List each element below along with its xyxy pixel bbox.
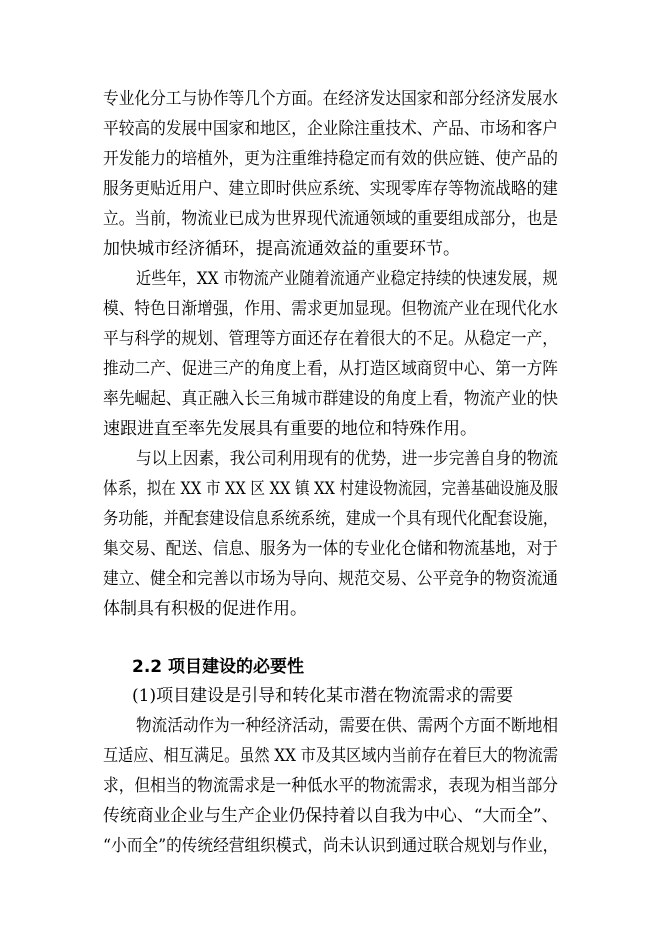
- paragraph-1-line-2: 平较高的发展中国家和地区，企业除注重技术、产品、市场和客户: [103, 119, 558, 139]
- paragraph-2-line-6: 速跟进直至率先发展具有重要的地位和特殊作用。: [103, 419, 477, 439]
- paragraph-2-line-2: 模、特色日渐增强，作用、需求更加显现。但物流产业在现代化水: [103, 299, 558, 319]
- paragraph-4-line-2: 互适应、相互满足。虽然 XX 市及其区域内当前存在着巨大的物流需: [103, 746, 559, 766]
- paragraph-2-line-3: 平与科学的规划、管理等方面还存在着很大的不足。从稳定一产，: [103, 329, 558, 349]
- paragraph-1-line-1: 专业化分工与协作等几个方面。在经济发达国家和部分经济发展水: [103, 89, 558, 109]
- paragraph-1-line-5: 立。当前，物流业已成为世界现代流通领域的重要组成部分，也是: [103, 209, 558, 229]
- paragraph-2-line-1: 近些年，XX 市物流产业随着流通产业稳定持续的快速发展，规: [136, 269, 558, 289]
- paragraph-3-line-6: 体制具有积极的促进作用。: [103, 599, 307, 619]
- paragraph-4-line-5: “小而全”的传统经营组织模式，尚未认识到通过联合规划与作业，: [103, 836, 559, 856]
- paragraph-3-line-1: 与以上因素，我公司利用现有的优势，进一步完善自身的物流: [136, 449, 559, 469]
- paragraph-3-line-5: 建立、健全和完善以市场为导向、规范交易、公平竞争的物资流通: [103, 569, 558, 589]
- paragraph-1-line-3: 开发能力的培植外，更为注重维持稳定而有效的供应链、使产品的: [103, 149, 558, 169]
- paragraph-4-line-3: 求，但相当的物流需求是一种低水平的物流需求，表现为相当部分: [103, 776, 558, 796]
- paragraph-2-line-4: 推动二产、促进三产的角度上看，从打造区域商贸中心、第一方阵: [103, 359, 558, 379]
- paragraph-1-line-6: 加快城市经济循环，提高流通效益的重要环节。: [103, 239, 460, 259]
- paragraph-3-line-2: 体系，拟在 XX 市 XX 区 XX 镇 XX 村建设物流园，完善基础设施及服: [103, 479, 559, 499]
- section-heading: 2.2 项目建设的必要性: [132, 657, 305, 677]
- subheading: (1)项目建设是引导和转化某市潜在物流需求的需要: [132, 686, 514, 706]
- paragraph-4-line-4: 传统商业企业与生产企业仍保持着以自我为中心、“大而全”、: [103, 806, 559, 826]
- paragraph-1-line-4: 服务更贴近用户、建立即时供应系统、实现零库存等物流战略的建: [103, 179, 558, 199]
- paragraph-4-line-1: 物流活动作为一种经济活动，需要在供、需两个方面不断地相: [136, 716, 559, 736]
- paragraph-3-line-3: 务功能，并配套建设信息系统系统，建成一个具有现代化配套设施，: [103, 509, 559, 529]
- paragraph-3-line-4: 集交易、配送、信息、服务为一体的专业化仓储和物流基地，对于: [103, 539, 558, 559]
- paragraph-2-line-5: 率先崛起、真正融入长三角城市群建设的角度上看，物流产业的快: [103, 389, 558, 409]
